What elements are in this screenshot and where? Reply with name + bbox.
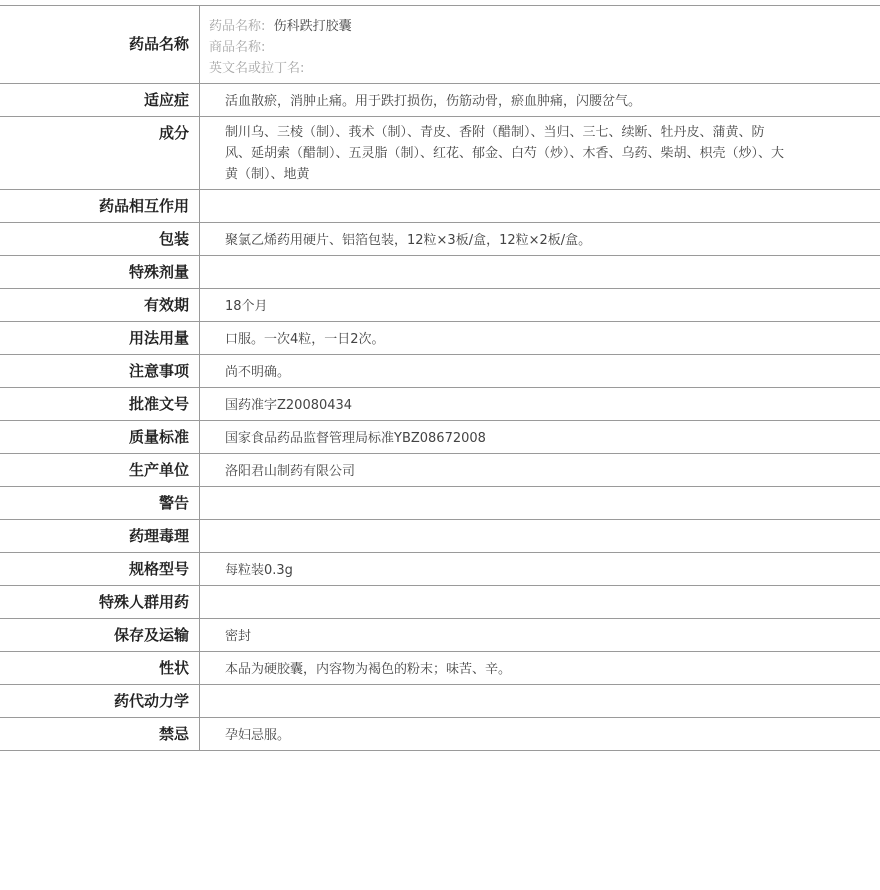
row-special-populations [0, 586, 880, 619]
row-label: 适应症 [0, 84, 200, 116]
row-value: 密封 [225, 629, 252, 644]
row-value: 每粒装0.3g [225, 563, 293, 578]
row-label: 包装 [0, 223, 200, 255]
row-indication [0, 84, 880, 117]
row-value: 国药准字Z20080434 [225, 398, 353, 413]
drug-name-line [209, 16, 790, 37]
row-quality-standard [0, 421, 880, 454]
row-label: 成分 [0, 117, 200, 189]
row-label: 用法用量 [0, 322, 200, 354]
row-label: 药品名称 [0, 6, 200, 83]
row-value [200, 190, 880, 222]
row-value [200, 6, 880, 83]
row-label: 规格型号 [0, 553, 200, 585]
row-label: 特殊剂量 [0, 256, 200, 288]
row-value: 国家食品药品监督管理局标准YBZ08672008 [225, 431, 486, 446]
row-label: 保存及运输 [0, 619, 200, 651]
row-label: 药品相互作用 [0, 190, 200, 222]
row-value: 本品为硬胶囊，内容物为褐色的粉末；味苦、辛。 [225, 662, 512, 677]
row-interactions [0, 190, 880, 223]
row-label: 特殊人群用药 [0, 586, 200, 618]
row-value: 18个月 [225, 299, 268, 314]
row-label: 警告 [0, 487, 200, 519]
row-label: 禁忌 [0, 718, 200, 750]
row-usage-dosage [0, 322, 880, 355]
english-name-label: 英文名或拉丁名: [209, 61, 305, 76]
row-pharmacology-toxicology [0, 520, 880, 553]
row-special-dosage [0, 256, 880, 289]
row-specification [0, 553, 880, 586]
row-value: 尚不明确。 [225, 365, 291, 380]
row-label: 注意事项 [0, 355, 200, 387]
drug-name-value: 伤科跌打胶囊 [273, 19, 352, 34]
row-contraindications [0, 718, 880, 751]
row-value: 口服。一次4粒，一日2次。 [225, 332, 385, 347]
row-value [200, 586, 880, 618]
row-label: 药理毒理 [0, 520, 200, 552]
row-packaging [0, 223, 880, 256]
drug-info-table [0, 5, 880, 751]
row-value [200, 256, 880, 288]
row-description [0, 652, 880, 685]
trade-name-label: 商品名称: [209, 40, 266, 55]
row-label: 质量标准 [0, 421, 200, 453]
row-ingredients [0, 117, 880, 190]
row-label: 批准文号 [0, 388, 200, 420]
row-manufacturer [0, 454, 880, 487]
row-value [200, 487, 880, 519]
row-label: 有效期 [0, 289, 200, 321]
row-value [200, 685, 880, 717]
row-label: 药代动力学 [0, 685, 200, 717]
row-pharmacokinetics [0, 685, 880, 718]
row-value: 孕妇忌服。 [225, 728, 291, 743]
row-value: 制川乌、三棱（制）、莪术（制）、青皮、香附（醋制）、当归、三七、续断、牡丹皮、蒲黄、防风、延胡索（醋制）、五灵脂（制）、红花、郁金、白芍（炒）、木香、乌药、柴胡、枳壳（炒）、大黄（制）、地黄 [225, 125, 785, 182]
drug-name-label: 药品名称: [209, 19, 266, 34]
row-warning [0, 487, 880, 520]
row-storage-transport [0, 619, 880, 652]
row-value: 活血散瘀，消肿止痛。用于跌打损伤，伤筋动骨，瘀血肿痛，闪腰岔气。 [225, 94, 642, 109]
row-label: 生产单位 [0, 454, 200, 486]
row-label: 性状 [0, 652, 200, 684]
row-shelf-life [0, 289, 880, 322]
row-precautions [0, 355, 880, 388]
row-value [200, 520, 880, 552]
row-value: 聚氯乙烯药用硬片、铝箔包装，12粒×3板/盒，12粒×2板/盒。 [225, 233, 592, 248]
row-approval-number [0, 388, 880, 421]
row-value: 洛阳君山制药有限公司 [225, 464, 356, 479]
row-drug-name [0, 6, 880, 84]
